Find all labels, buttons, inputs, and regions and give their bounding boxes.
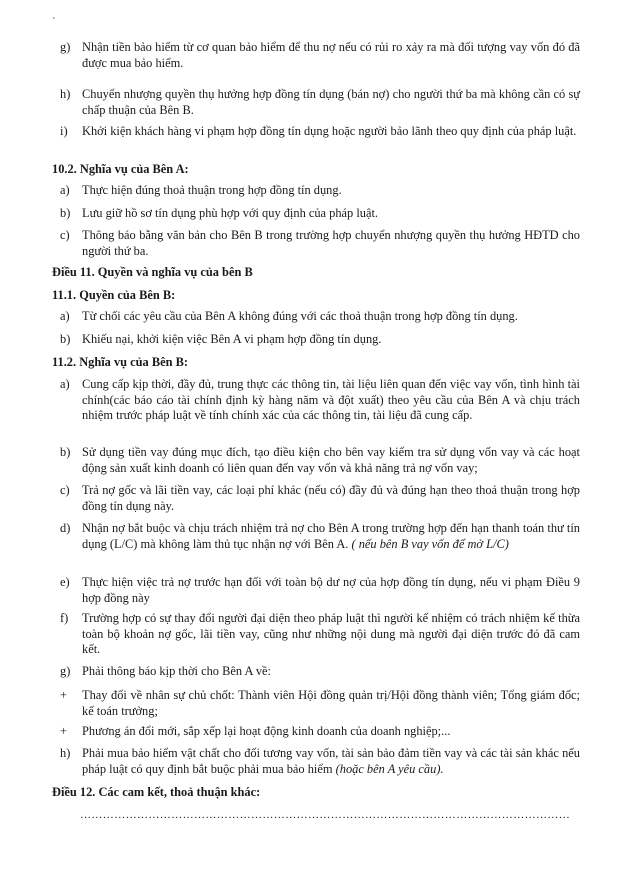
section-heading-10-2: 10.2. Nghĩa vụ của Bên A: — [52, 162, 189, 176]
item-text: Phương án đổi mới, sắp xếp lại hoạt động kinh doanh của doanh nghiệp;... — [82, 724, 451, 738]
item-text: Nhận nợ bắt buộc và chịu trách nhiệm trả nợ cho Bên A trong trường hợp đến hạn thanh toán thư tín dụng (L/C) mà không làm thủ tục nhận nợ với Bên A. — [82, 521, 580, 551]
section-heading-11-1: 11.1. Quyền của Bên B: — [52, 288, 176, 302]
item-text: Trả nợ gốc và lãi tiền vay, các loại phí khác (nếu có) đầy đủ và đúng hạn theo thoả thuận trong hợp đồng tín dụng này. — [82, 483, 580, 513]
item-marker: c) — [60, 228, 70, 242]
item-marker: i) — [60, 124, 68, 138]
item-marker: h) — [60, 746, 71, 760]
item-marker: g) — [60, 664, 71, 678]
article-heading-12: Điều 12. Các cam kết, thoả thuận khác: — [52, 785, 261, 799]
item-note: (hoặc bên A yêu cầu). — [335, 761, 444, 776]
item-note: ( nếu bên B vay vốn để mở L/C) — [351, 536, 509, 551]
item-text-wrap — [82, 746, 580, 777]
item-marker: a) — [60, 183, 70, 197]
item-marker: h) — [60, 87, 71, 101]
list-item — [60, 206, 580, 222]
list-item — [60, 40, 580, 71]
list-item — [60, 746, 580, 777]
list-item — [60, 575, 580, 606]
item-text: Chuyển nhượng quyền thụ hưởng hợp đồng tín dụng (bán nợ) cho người thứ ba mà không cần có sự chấp thuận của Bên B. — [82, 87, 580, 117]
item-marker: + — [60, 724, 67, 738]
list-item — [60, 664, 580, 680]
item-text: Phải thông báo kịp thời cho Bên A về: — [82, 664, 271, 678]
item-marker: a) — [60, 309, 70, 323]
list-item — [60, 377, 580, 424]
item-text: Khởi kiện khách hàng vi phạm hợp đồng tín dụng hoặc người bảo lãnh theo quy định của pháp luật. — [82, 124, 577, 138]
item-text: Cung cấp kịp thời, đầy đủ, trung thực các thông tin, tài liệu liên quan đến việc vay vốn, tình hình tài chính(các báo cáo tài chính định kỳ hàng năm và đột xuất) theo yêu cầu của Bên A và chịu trách nhiệm trước pháp luật về tính chính xác của các thông tin, tài liệu đã cung cấp. — [82, 377, 580, 422]
list-item — [60, 228, 580, 259]
item-marker: c) — [60, 483, 70, 497]
item-marker: d) — [60, 521, 71, 535]
page-mark: ' — [53, 16, 55, 27]
item-text: Trường hợp có sự thay đổi người đại diện theo pháp luật thì người kế nhiệm có trách nhiệm kế thừa toàn bộ khoản nợ gốc, lãi tiền vay, cũng như những nội dung mà người đại diện trước đó đã cam kết. — [82, 611, 580, 656]
item-marker: f) — [60, 611, 69, 625]
list-item — [60, 724, 580, 740]
list-item — [60, 445, 580, 476]
list-item — [60, 87, 580, 118]
item-text: Khiếu nại, khởi kiện việc Bên A vi phạm hợp đồng tín dụng. — [82, 332, 382, 346]
item-text: Thông báo bằng văn bản cho Bên B trong trường hợp chuyển nhượng quyền thụ hưởng HĐTD cho người thứ ba. — [82, 228, 580, 258]
item-text-wrap — [82, 521, 580, 552]
list-item — [60, 309, 580, 325]
item-text: Thực hiện đúng thoả thuận trong hợp đồng tín dụng. — [82, 183, 342, 197]
list-item — [60, 332, 580, 348]
list-item — [60, 688, 580, 719]
item-marker: + — [60, 688, 67, 702]
list-item — [60, 521, 580, 552]
item-text: Từ chối các yêu cầu của Bên A không đúng với các thoả thuận trong hợp đồng tín dụng. — [82, 309, 518, 323]
section-heading-11-2: 11.2. Nghĩa vụ của Bên B: — [52, 355, 188, 369]
item-text: Sử dụng tiền vay đúng mục đích, tạo điều kiện cho bên vay kiểm tra sử dụng vốn vay và các hoạt động sản xuất kinh doanh có liên quan đến vay vốn và khả năng trả nợ vốn vay; — [82, 445, 580, 475]
item-text: Thực hiện việc trả nợ trước hạn đối với toàn bộ dư nợ của hợp đồng tín dụng, nếu vi phạm Điều 9 hợp đồng này — [82, 575, 580, 605]
blank-fill-line: ………………………………………………………………………………………………………………… — [80, 809, 571, 821]
list-item — [60, 183, 580, 199]
item-marker: b) — [60, 206, 71, 220]
article-heading-11: Điều 11. Quyền và nghĩa vụ của bên B — [52, 265, 253, 279]
item-marker: e) — [60, 575, 70, 589]
list-item — [60, 483, 580, 514]
item-marker: g) — [60, 40, 71, 54]
item-marker: b) — [60, 445, 71, 459]
item-text: Thay đổi về nhân sự chủ chốt: Thành viên Hội đồng quản trị/Hội đồng thành viên; Tổng giám đốc; kế toán trưởng; — [82, 688, 580, 718]
item-text: Nhận tiền bảo hiểm từ cơ quan bảo hiểm để thu nợ nếu có rủi ro xảy ra mà đối tượng vay vốn đó đã được mua bảo hiểm. — [82, 40, 580, 70]
item-marker: a) — [60, 377, 70, 391]
item-text: Lưu giữ hồ sơ tín dụng phù hợp với quy định của pháp luật. — [82, 206, 379, 220]
item-text: Phải mua bảo hiểm vật chất cho đối tương vay vốn, tài sản bảo đảm tiền vay và các tài sản khác nếu pháp luật có quy định bắt buộc phải mua bảo hiểm — [82, 746, 580, 776]
item-marker: b) — [60, 332, 71, 346]
list-item — [60, 611, 580, 658]
list-item — [60, 124, 580, 140]
